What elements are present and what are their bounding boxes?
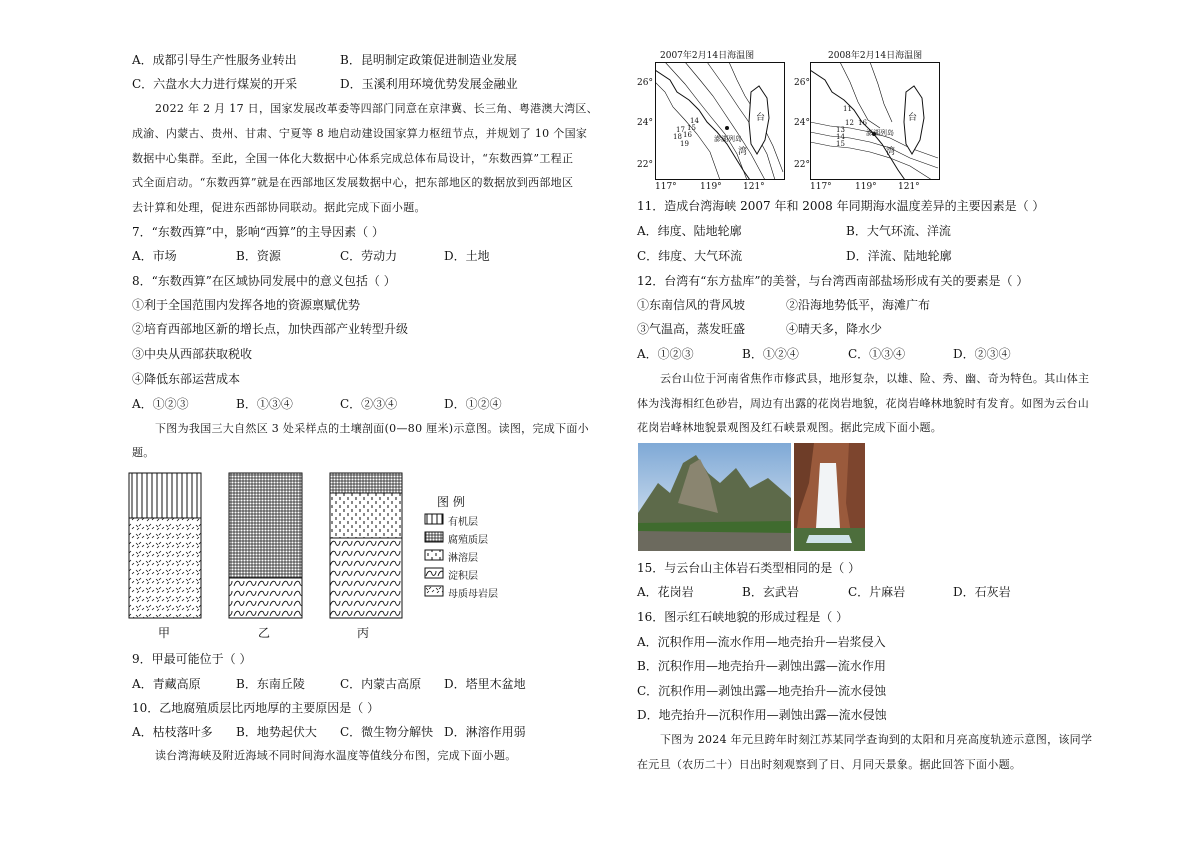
q7-option-d[interactable]: D．土地	[444, 249, 490, 263]
passage-line: 读台湾海峡及附近海域不同时间海水温度等值线分布图，完成下面小题。	[155, 749, 517, 762]
map1-taiwan-label: 台	[756, 113, 766, 123]
question-8: 8．“东数西算”在区域协同发展中的意义包括（ ）	[132, 274, 396, 288]
question-11: 11．造成台湾海峡 2007 年和 2008 年同期海水温度差异的主要因素是（ ）	[637, 199, 1045, 213]
map2-isotherm-label: 16	[858, 119, 867, 127]
q11-option-b[interactable]: B．大气环流、洋流	[846, 224, 951, 238]
q6-option-c[interactable]: C．六盘水大力进行煤炭的开采	[132, 77, 298, 91]
q7-option-b[interactable]: B．资源	[236, 249, 281, 263]
soil-label-bing: 丙	[357, 626, 370, 640]
map2-strait-label: 湾	[886, 147, 896, 157]
q11-option-d[interactable]: D．洋流、陆地轮廓	[846, 249, 952, 263]
q8-item: ③中央从西部获取税收	[132, 347, 253, 361]
q10-option-b[interactable]: B．地势起伏大	[236, 725, 317, 739]
q11-option-c[interactable]: C．纬度、大气环流	[637, 249, 743, 263]
map1-isotherm-label: 14	[690, 117, 699, 125]
q10-option-d[interactable]: D．淋溶作用弱	[444, 725, 526, 739]
q8-option-d[interactable]: D．①②④	[444, 397, 502, 411]
soil-label-yi: 乙	[258, 626, 271, 640]
q8-item: ④降低东部运营成本	[132, 372, 241, 386]
legend-label: 有机层	[448, 517, 478, 528]
map2-lat-26: 26°	[794, 78, 810, 88]
question-16: 16．图示红石峡地貌的形成过程是（ ）	[637, 610, 849, 624]
map1-title: 2007年2月14日海温图	[660, 51, 755, 61]
q7-option-a[interactable]: A．市场	[132, 249, 177, 263]
question-10: 10．乙地腐殖质层比丙地厚的主要原因是（ ）	[132, 701, 380, 715]
map2-title: 2008年2月14日海温图	[828, 51, 923, 61]
soil-column-bing	[330, 473, 402, 618]
legend-swatch-leach	[425, 550, 443, 560]
passage-line: 在元旦（农历二十）日出时刻观察到了日、月同天景象。据此回答下面小题。	[637, 758, 1022, 771]
q8-option-c[interactable]: C．②③④	[340, 397, 398, 411]
q6-option-a[interactable]: A．成都引导生产性服务业转出	[132, 53, 297, 67]
q12-item: ②沿海地势低平，海滩广布	[786, 298, 931, 312]
passage-line: 花岗岩峰林地貌景观图及红石峡景观图。据此完成下面小题。	[637, 421, 943, 434]
passage-line: 题。	[132, 446, 155, 459]
map2-penghu-label: 澎湖列岛	[866, 129, 894, 137]
map2-isotherm-label: 12	[845, 119, 854, 127]
legend-swatch-illuvial	[425, 568, 443, 578]
q8-option-b[interactable]: B．①③④	[236, 397, 293, 411]
q7-option-c[interactable]: C．劳动力	[340, 249, 398, 263]
q11-option-a[interactable]: A．纬度、陆地轮廓	[637, 224, 742, 238]
q15-option-d[interactable]: D．石灰岩	[953, 585, 1011, 599]
map1-lat-24: 24°	[637, 118, 653, 128]
legend-label: 淋溶层	[448, 553, 478, 564]
map2-lat-24: 24°	[794, 118, 810, 128]
passage-line: 成渝、内蒙古、贵州、甘肃、宁夏等 8 地启动建设国家算力枢纽节点，并规划了 10 个国家	[132, 127, 588, 140]
q9-option-c[interactable]: C．内蒙古高原	[340, 677, 422, 691]
map1-isotherm-label: 19	[680, 140, 689, 148]
map1-isotherm-label: 17	[676, 126, 685, 134]
q10-option-c[interactable]: C．微生物分解快	[340, 725, 434, 739]
question-15: 15．与云台山主体岩石类型相同的是（ ）	[637, 561, 861, 575]
soil-column-jia	[129, 473, 201, 618]
map1-lon-119: 119°	[700, 182, 722, 192]
passage-line: 数据中心集群。至此，全国一体化大数据中心体系完成总体布局设计，“东数西算”工程正	[132, 152, 574, 165]
map2-lon-121: 121°	[898, 182, 920, 192]
legend-label: 淀积层	[448, 571, 478, 582]
q9-option-b[interactable]: B．东南丘陵	[236, 677, 305, 691]
q15-option-b[interactable]: B．玄武岩	[742, 585, 799, 599]
map2-isotherm-label: 13	[836, 126, 845, 134]
legend-swatch-parent	[425, 586, 443, 596]
q9-option-d[interactable]: D．塔里木盆地	[444, 677, 526, 691]
q15-option-a[interactable]: A．花岗岩	[637, 585, 694, 599]
yuntaishan-peak-photo	[638, 443, 791, 551]
map1-isotherm-label: 18	[673, 133, 682, 141]
map2-isotherm-label: 15	[836, 140, 845, 148]
sea-temp-map-2008	[810, 62, 940, 180]
q12-item: ④晴天多，降水少	[786, 322, 883, 336]
q16-option-d[interactable]: D．地壳抬升—沉积作用—剥蚀出露—流水侵蚀	[637, 708, 887, 722]
q6-option-d[interactable]: D．玉溪利用环境优势发展金融业	[340, 77, 518, 91]
q16-option-a[interactable]: A．沉积作用—流水作用—地壳抬升—岩浆侵入	[637, 635, 886, 649]
q6-option-b[interactable]: B．昆明制定政策促进制造业发展	[340, 53, 517, 67]
legend-title: 图 例	[437, 495, 465, 509]
map2-isotherm-label: 14	[836, 133, 845, 141]
map1-lat-26: 26°	[637, 78, 653, 88]
q12-option-a[interactable]: A．①②③	[637, 347, 694, 361]
legend-label: 腐殖质层	[448, 535, 488, 546]
map2-isotherm-label: 11	[843, 105, 852, 113]
map2-taiwan-label: 台	[908, 113, 918, 123]
q8-item: ②培育西部地区新的增长点，加快西部产业转型升级	[132, 322, 409, 336]
q12-option-d[interactable]: D．②③④	[953, 347, 1011, 361]
passage-line: 云台山位于河南省焦作市修武县，地形复杂，以雄、险、秀、幽、奇为特色。其山体主	[660, 372, 1090, 385]
q9-option-a[interactable]: A．青藏高原	[132, 677, 201, 691]
legend-swatch-organic	[425, 514, 443, 524]
q12-option-b[interactable]: B．①②④	[742, 347, 799, 361]
map1-lat-22: 22°	[637, 160, 653, 170]
map1-isotherm-label: 16	[683, 131, 692, 139]
passage-line: 下图为 2024 年元旦跨年时刻江苏某同学查询到的太阳和月亮高度轨迹示意图，该同学	[660, 733, 1093, 746]
map1-penghu-label: 澎湖列岛	[714, 135, 742, 143]
soil-label-jia: 甲	[158, 626, 171, 640]
map2-lon-117: 117°	[810, 182, 832, 192]
q16-option-c[interactable]: C．沉积作用—剥蚀出露—地壳抬升—流水侵蚀	[637, 684, 887, 698]
question-9: 9．甲最可能位于（ ）	[132, 652, 252, 666]
q16-option-b[interactable]: B．沉积作用—地壳抬升—剥蚀出露—流水作用	[637, 659, 886, 673]
legend-label: 母质母岩层	[448, 589, 498, 600]
passage-line: 2022 年 2 月 17 日，国家发展改革委等四部门同意在京津冀、长三角、粤港澳大湾区、	[155, 102, 598, 115]
map1-strait-label: 湾	[738, 147, 748, 157]
passage-line: 体为浅海相红色砂岩，周边有出露的花岗岩地貌，花岗岩峰林地貌时有发育。如图为云台山	[637, 397, 1089, 410]
hongshixia-waterfall-photo	[794, 443, 865, 551]
q12-item: ①东南信风的背风坡	[637, 298, 746, 312]
question-12: 12．台湾有“东方盐库”的美誉，与台湾西南部盐场形成有关的要素是（ ）	[637, 274, 1029, 288]
q15-option-c[interactable]: C．片麻岩	[848, 585, 906, 599]
map2-lon-119: 119°	[855, 182, 877, 192]
sea-temp-map-2007	[655, 62, 785, 180]
map2-lat-22: 22°	[794, 160, 810, 170]
map1-lon-117: 117°	[655, 182, 677, 192]
q8-option-a[interactable]: A．①②③	[132, 397, 189, 411]
passage-line: 去计算和处理，促进东西部协同联动。据此完成下面小题。	[132, 201, 426, 214]
passage-line: 下图为我国三大自然区 3 处采样点的土壤剖面(0—80 厘米)示意图。读图，完成下面小	[155, 422, 589, 435]
map1-isotherm-label: 15	[687, 124, 696, 132]
q10-option-a[interactable]: A．枯枝落叶多	[132, 725, 213, 739]
q12-item: ③气温高，蒸发旺盛	[637, 322, 746, 336]
map1-lon-121: 121°	[743, 182, 765, 192]
passage-line: 式全面启动。“东数西算”就是在西部地区发展数据中心，把东部地区的数据放到西部地区	[132, 176, 574, 189]
q8-item: ①利于全国范围内发挥各地的资源禀赋优势	[132, 298, 361, 312]
q12-option-c[interactable]: C．①③④	[848, 347, 906, 361]
soil-column-yi	[229, 473, 302, 618]
question-7: 7．“东数西算”中，影响“西算”的主导因素（ ）	[132, 225, 384, 239]
legend-swatch-humus	[425, 532, 443, 542]
